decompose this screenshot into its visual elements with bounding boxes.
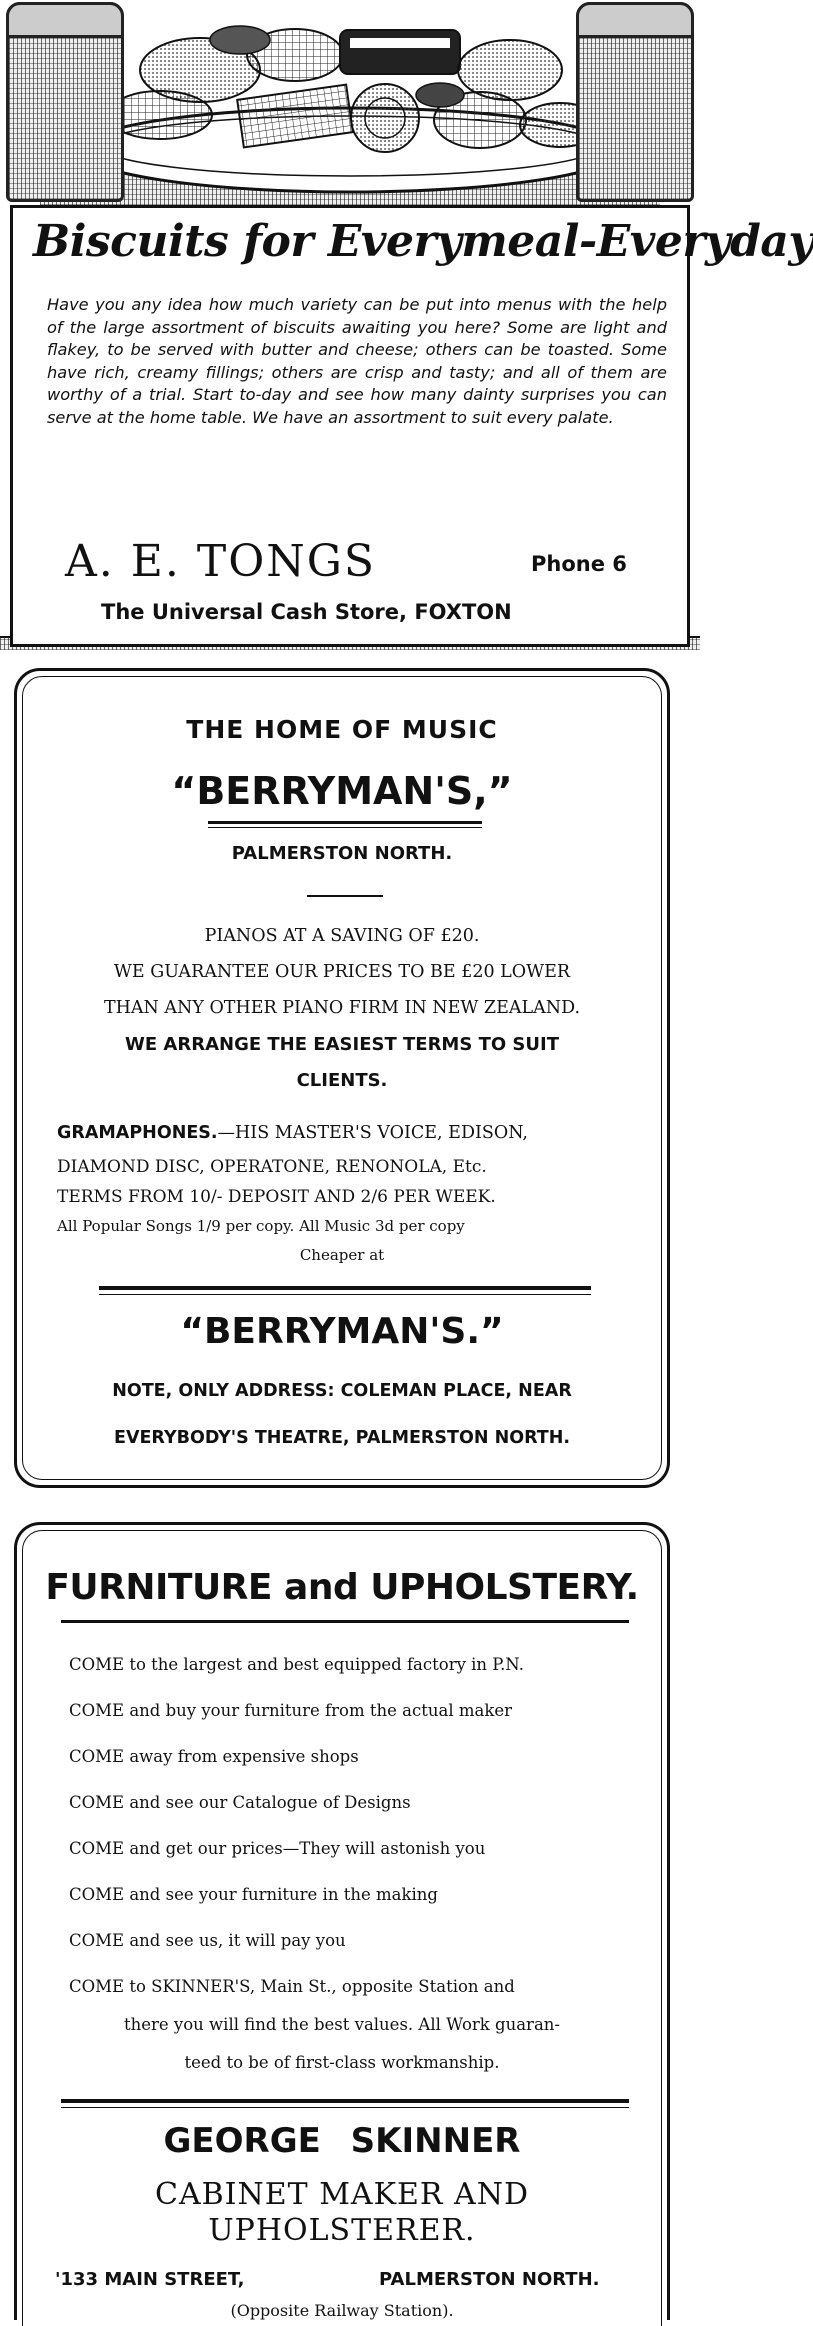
- name-underline-thin: [208, 827, 482, 828]
- thin-divider: [99, 1294, 591, 1295]
- biscuits-headline: Biscuits for Everymeal-Everyday: [33, 216, 813, 267]
- heading-underline: [61, 1620, 629, 1623]
- thick-divider: [99, 1286, 591, 1290]
- come-line-2: COME and buy your furniture from the actual maker: [69, 1701, 512, 1720]
- gramophones-line-5: Cheaper at: [299, 1246, 385, 1264]
- thick-divider: [61, 2099, 629, 2103]
- biscuits-advertisement: [0, 0, 813, 650]
- biscuits-text-panel: [10, 205, 813, 647]
- trade-line-2: UPHOLSTERER.: [208, 2213, 476, 2248]
- tin-lid-left: [6, 2, 124, 38]
- berrymans-advertisement: [14, 668, 670, 1488]
- biscuits-body-text: Have you any idea how much variety can be put into menus with the help of the large assortment of biscuits awaiting you here? Some are light and flakey, to be served with butter and cheese; others can be toasted. Some have rich, creamy fillings; others are crisp and tasty; and all of them are worthy of a trial. Start to-day and see how many dainty surprises you can serve at the home table. We have an assortment to suit every palate.: [47, 295, 667, 427]
- gramophones-label: GRAMAPHONES.: [57, 1123, 218, 1143]
- address-line-1: NOTE, ONLY ADDRESS: COLEMAN PLACE, NEAR: [112, 1381, 572, 1401]
- trade-line-1: CABINET MAKER AND: [155, 2177, 529, 2212]
- berrymans-tagline: THE HOME OF MUSIC: [186, 715, 498, 744]
- come-line-5: COME and get our prices—They will astonish you: [69, 1839, 486, 1858]
- merchant-name: A. E. TONGS: [65, 536, 377, 587]
- plate-of-biscuits-drawing: [40, 0, 660, 205]
- terms-heading-line-1: WE ARRANGE THE EASIEST TERMS TO SUIT: [125, 1034, 559, 1055]
- pianos-line-3: THAN ANY OTHER PIANO FIRM IN NEW ZEALAND.: [103, 998, 581, 1018]
- gramophones-line-1: [57, 1123, 528, 1143]
- come-line-6: COME and see your furniture in the making: [69, 1885, 438, 1904]
- come-line-3: COME away from expensive shops: [69, 1747, 359, 1766]
- gramophones-brands: —HIS MASTER'S VOICE, EDISON,: [217, 1123, 528, 1143]
- tin-lid-right: [576, 2, 694, 38]
- berrymans-name-repeat: “BERRYMAN'S.”: [180, 1311, 504, 1352]
- berrymans-name: “BERRYMAN'S,”: [171, 769, 513, 813]
- come-line-7: COME and see us, it will pay you: [69, 1931, 346, 1950]
- pianos-line-1: PIANOS AT A SAVING OF £20.: [204, 926, 480, 946]
- proprietor-name: GEORGE SKINNER: [163, 2121, 521, 2161]
- closing-line-2: teed to be of first-class workmanship.: [184, 2053, 500, 2072]
- merchant-store: The Universal Cash Store, FOXTON: [101, 600, 512, 624]
- furniture-heading: FURNITURE and UPHOLSTERY.: [45, 1567, 639, 1608]
- skinner-city: PALMERSTON NORTH.: [379, 2269, 600, 2290]
- gramophones-line-2: DIAMOND DISC, OPERATONE, RENONOLA, Etc.: [57, 1157, 487, 1177]
- skinner-advertisement: [14, 1522, 670, 2320]
- merchant-phone: Phone 6: [531, 552, 627, 576]
- biscuit-tin-right-illustration: [576, 2, 694, 202]
- location-note: (Opposite Railway Station).: [230, 2301, 454, 2320]
- terms-heading-line-2: CLIENTS.: [296, 1070, 388, 1091]
- berrymans-city: PALMERSTON NORTH.: [231, 843, 453, 864]
- come-line-4: COME and see our Catalogue of Designs: [69, 1793, 411, 1812]
- section-divider: [307, 895, 383, 897]
- thin-divider: [61, 2107, 629, 2108]
- gramophones-line-4: All Popular Songs 1/9 per copy. All Music 3d per copy: [57, 1217, 465, 1235]
- name-underline: [208, 821, 482, 824]
- gramophones-line-3: TERMS FROM 10/- DEPOSIT AND 2/6 PER WEEK.: [57, 1187, 496, 1207]
- come-line-8: COME to SKINNER'S, Main St., opposite Station and: [69, 1977, 515, 1996]
- pianos-line-2: WE GUARANTEE OUR PRICES TO BE £20 LOWER: [113, 962, 571, 982]
- come-line-1: COME to the largest and best equipped factory in P.N.: [69, 1655, 524, 1674]
- closing-line-1: there you will find the best values. All Work guaran-: [124, 2015, 560, 2034]
- street-address: '133 MAIN STREET,: [55, 2269, 245, 2290]
- biscuit-plate-illustration: [40, 0, 660, 205]
- address-line-2: EVERYBODY'S THEATRE, PALMERSTON NORTH.: [113, 1428, 571, 1448]
- biscuit-tin-left-illustration: [6, 2, 124, 202]
